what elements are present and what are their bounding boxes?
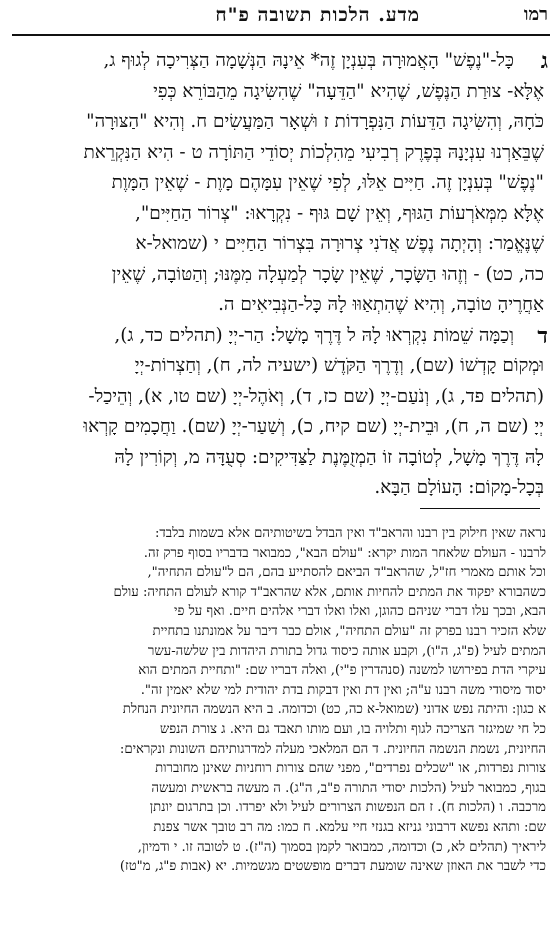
page-header (12, 4, 550, 36)
halakha-paragraph (18, 321, 548, 504)
text-line: (תהלים פד, ג), וְנֹעַם-יְיָ (שם כז, ד), וְאֹהֶל-יְיָ (שם טו, א), וְהֵיכַל- (88, 385, 544, 407)
text-line: שֶׁבֵּאַרְנוּ עִנְיָנָהּ בְּפֶרֶק רְבִיעִי מֵהִלְכוֹת יְסוֹדֵי הַתּוֹרָה ט - הִיא הַנִּקְרֵאת (83, 141, 544, 163)
footnote-line: וכל אותם מאמרי חז"ל, שהראב"ד הביאם להסתייע בהם, הם ל"עולם התחיה", (147, 565, 546, 581)
halakha-body (18, 321, 544, 504)
text-line: "נֶפֶשׁ" בְּעִנְיָן זֶה. חַיִּים אֵלּוּ, לְפִי שֶׁאֵין עִמָּהֶם מָוֶת - שֶׁאֵין הַמָּוֶת (111, 172, 544, 193)
footnote-line: הבא, ובכך עלו דברי שניהם כהוגן, ואלו ואלו דברי אלהים חיים. ואף על פי (174, 604, 546, 620)
text-line: בְּכָל-מָקוֹם: הָעוֹלָם הַבָּא. (374, 477, 544, 498)
footnote-line: ליראיך (תהלים לא, כ) וכדומה, כמבואר לקמן בסמוך (ה"ז). ט לטובה זו. י ודמיון, (137, 839, 546, 855)
text-line: אֶלָּא מִמְּאֹרְעוֹת הַגּוּף, וְאֵין שָׁם גּוּף - נִקְרָאוּ: "צְרוֹר הַחַיִּים", (134, 202, 544, 224)
footnote-line: מרכבה. ו (הלכות ח). ז הם הנפשות הצרורים לעיל ולא יפרדו. וכן בתרגום יונתן (149, 800, 546, 816)
text-line: אֶלָּא- צוּרַת הַנֶּפֶשׁ, שֶׁהִיא "הַדֵּעָה" שֶׁהִשִּׂיגָה מֵהַבּוֹרֵא כְּפִי (153, 80, 544, 102)
footnote-line: כדי לשבר את האוזן שאינה שומעת דברים מופשטים מגשמיות. יא (אבות פ"ג, מ"טז) (119, 859, 546, 875)
text-line: וּמְקוֹם קָדְשׁוֹ (שם), וְדֶרֶךְ הַקֹּדֶשׁ (ישעיה לה, ח), וְחַצְרוֹת-יְיָ (134, 355, 544, 376)
page-number: רמו (523, 4, 548, 25)
footnote-line: שם: ותהא נפשא דרבוני גניזא בגנזי חיי עלמא. ח כמו: מה רב טובך אשר צפנת (153, 819, 546, 835)
text-line: יְיָ (שם ה, ח), וּבֵית-יְיָ (שם קיח, כ), וְשַׁעַר-יְיָ (שם). וַחֲכָמִים קָרְאוּ (83, 416, 544, 437)
text-line: כֹּחָהּ, וְהִשִּׂיגָה הַדֵּעוֹת הַנִּפְרָדוֹת ז וּשְׁאָר הַמַּעֲשִׂים ח. וְהִיא "הַצּוּרָה" (86, 111, 544, 132)
main-text (18, 46, 548, 504)
text-line: שֶׁנֶּאֱמַר: וְהָיְתָה נֶפֶשׁ אֲדֹנִי צְרוּרָה בִּצְרוֹר הַחַיִּים י (שמואל-א (135, 233, 544, 254)
footnote-line: צורות נפרדות, או "שכלים נפרדים", מפני שהם צורות רוחניות שאינן מחוברות (155, 761, 546, 777)
footnotes (18, 524, 546, 877)
halakha-body (18, 46, 544, 321)
footnote-line: המתים לעיל (פ"ג, ה"ו), וקבע אותה כיסוד גדול בתורת היהדות בין שלשה-עשר (147, 643, 546, 659)
text-line: כָּל-"נֶפֶשׁ" הָאֲמוּרָה בְּעִנְיָן זֶה* אֵינָהּ הַנְּשָׁמָה הַצְּרִיכָה לְגוּף ג, (103, 50, 514, 71)
text-line: לָהּ דֶּרֶךְ מָשָׁל, לְטוֹבָה זוֹ הַמְזֻמֶּנֶת לַצַּדִּיקִים: סְעֻדָּה מ, וְקוֹרִין לָהּ (114, 446, 544, 468)
running-title: מדע. הלכות תשובה פ"ח (215, 4, 420, 26)
text-line: וְכַמָּה שֵׁמוֹת נִקְרְאוּ לָהּ ל דֶּרֶךְ מָשָׁל: הַר-יְיָ (תהלים כד, ג), (114, 324, 514, 346)
notes-divider (420, 508, 540, 509)
footnote-line: בגוף, כמבואר לעיל (הלכות יסודי התורה פ"ב, ה"ג). ה מעשה בראשית ומעשה (151, 780, 546, 796)
footnote-line: שלא הזכיר רבנו בפרק זה "עולם התחיה", אולם כבר דיבר על אמונתנו בתחיית (152, 623, 546, 639)
footnote-line: עיקרי הדת בפירושו למשנה (סנהדרין פ"י), ואלה דבריו שם: "ותחיית המתים הוא (138, 663, 546, 679)
halakha-number: ד (537, 322, 548, 349)
footnote-line: נראה שאין חילוק בין רבנו והראב"ד ואין הבדל בשיטותיהם אלא בשמות בלבד: (154, 526, 546, 541)
halakha-paragraph (18, 46, 548, 321)
text-line: אַחֲרֶיהָ טוֹבָה, וְהִיא שֶׁהִתְאַוּוּ לָהּ כָּל-הַנְּבִיאִים ה. (218, 294, 544, 315)
text-line: כה, כט) - וְזֶהוּ הַשָּׂכָר, שֶׁאֵין שָׂכָר לְמַעְלָה מִמֶּנּוּ; וְהַטּוֹבָה, שֶׁאֵין (111, 263, 544, 285)
footnote-line: לרבנו - העולם שלאחר המות יקרא: "עולם הבא", כמבואר בדבריו בסוף פרק זה. (143, 545, 546, 561)
footnote-line: כשהבורא יפקוד את המתים להחיות אותם, אלא שהראב"ד קורא לעולם התחיה: עולם (113, 584, 546, 600)
footnote-line: החיונית, נשמת הנשמה החיונית. ד הם המלאכי מעלה למדרגותיהם השונות ונקראים: (119, 741, 546, 757)
halakha-number: ג (540, 48, 548, 74)
footnote-line: א כגון: והיתה נפש אדוני (שמואל-א כה, כט) וכדומה. ב היא הנשמה החיונית הנחלת (122, 702, 546, 718)
footnote-line: יסוד מיסודי משה רבנו ע"ה; ואין דת ואין דבקות בדת יהודית למי שלא יאמין זה". (140, 682, 546, 698)
footnote-line: כל חי שמיגזר הצריכה לגוף ותלויה בו, ועם מותו תאבד גם היא. ג צורת הנפש (159, 721, 546, 737)
